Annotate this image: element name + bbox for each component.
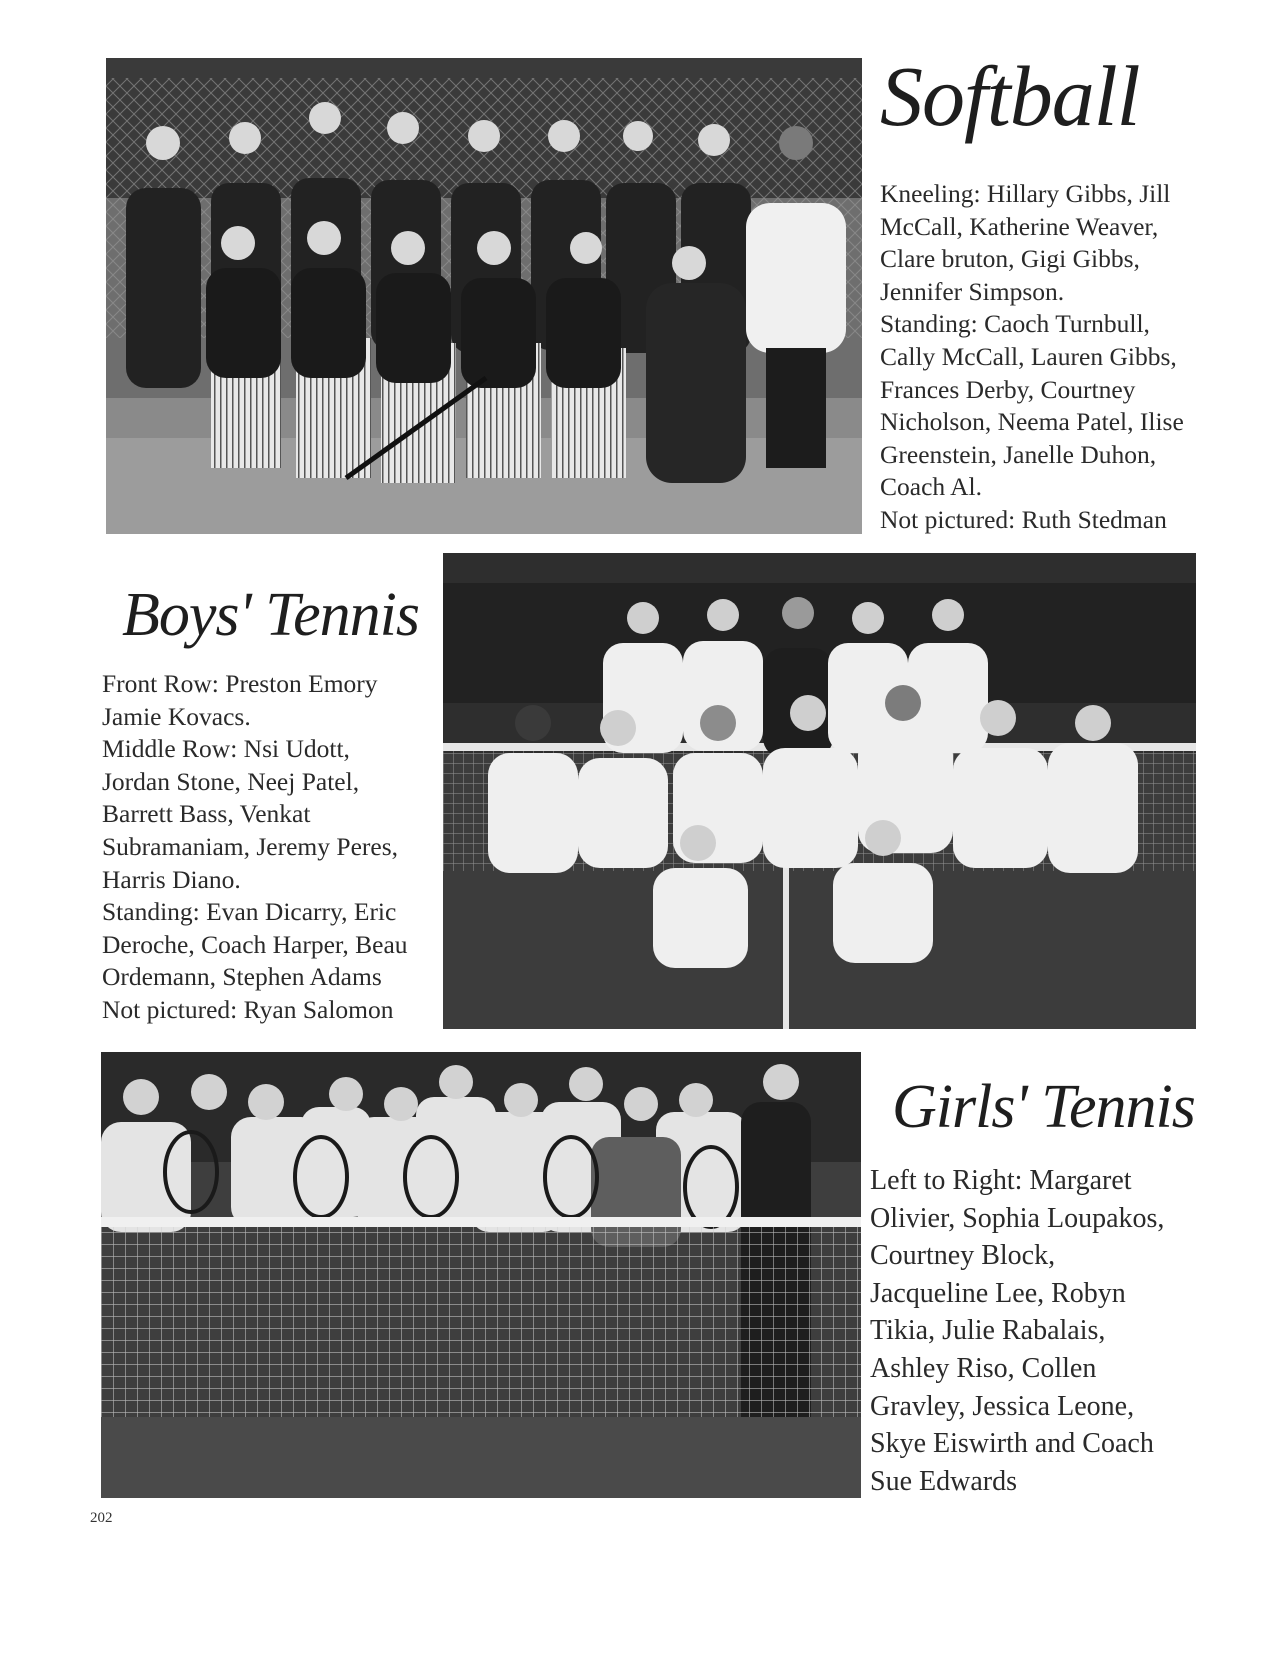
caption-line: Standing: Caoch Turnbull, — [880, 309, 1150, 339]
boys-tennis-team-photo — [443, 553, 1196, 1029]
caption-line: Clare bruton, Gigi Gibbs, — [880, 244, 1140, 274]
caption-line: Greenstein, Janelle Duhon, — [880, 439, 1157, 469]
caption-line: Jacqueline Lee, Robyn — [870, 1277, 1126, 1309]
boys-tennis-caption — [102, 668, 408, 1027]
girls-tennis-caption — [870, 1162, 1164, 1500]
softball-title: Softball — [880, 48, 1140, 144]
caption-line: McCall, Katherine Weaver, — [880, 211, 1159, 241]
caption-line: Gravley, Jessica Leone, — [870, 1390, 1135, 1422]
caption-line: Left to Right: Margaret — [870, 1165, 1132, 1196]
caption-line: Not pictured: Ryan Salomon — [102, 994, 394, 1024]
caption-line: Barrett Bass, Venkat — [102, 799, 311, 829]
caption-line: Olivier, Sophia Loupakos, — [870, 1202, 1165, 1234]
caption-line: Jennifer Simpson. — [880, 276, 1065, 306]
caption-line: Cally McCall, Lauren Gibbs, — [880, 341, 1177, 371]
caption-line: Kneeling: Hillary Gibbs, Jill — [880, 179, 1171, 208]
caption-line: Skye Eiswirth and Coach — [870, 1428, 1154, 1460]
caption-line: Standing: Evan Dicarry, Eric — [102, 897, 397, 927]
caption-line: Sue Edwards — [870, 1465, 1017, 1497]
caption-line: Deroche, Coach Harper, Beau — [102, 929, 408, 959]
caption-line: Subramaniam, Jeremy Peres, — [102, 831, 399, 861]
boys-tennis-title: Boys' Tennis — [122, 581, 419, 649]
caption-line: Front Row: Preston Emory — [102, 669, 378, 698]
page-number: 202 — [90, 1510, 113, 1526]
caption-line: Not pictured: Ruth Stedman — [880, 504, 1167, 534]
girls-tennis-title: Girls' Tennis — [892, 1073, 1195, 1141]
caption-line: Ordemann, Stephen Adams — [102, 962, 382, 992]
caption-line: Ashley Riso, Collen — [870, 1352, 1097, 1384]
caption-line: Jamie Kovacs. — [102, 701, 251, 731]
caption-line: Harris Diano. — [102, 864, 241, 894]
caption-line: Jordan Stone, Neej Patel, — [102, 766, 360, 796]
caption-line: Frances Derby, Courtney — [880, 374, 1136, 404]
caption-line: Tikia, Julie Rabalais, — [870, 1315, 1106, 1347]
girls-tennis-team-photo — [101, 1052, 861, 1498]
softball-team-photo — [106, 58, 862, 534]
caption-line: Nicholson, Neema Patel, Ilise — [880, 407, 1184, 437]
softball-caption — [880, 178, 1184, 537]
caption-line: Middle Row: Nsi Udott, — [102, 734, 350, 764]
caption-line: Coach Al. — [880, 472, 982, 502]
caption-line: Courtney Block, — [870, 1240, 1056, 1272]
